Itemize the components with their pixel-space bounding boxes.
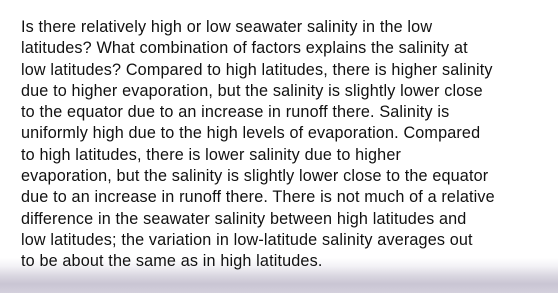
question-and-options-text: Is there relatively high or low seawater salinity in the low latitudes? What combination of factors explains the salinity at low latitudes? Compared to high latitudes, there is higher salinity due to higher evaporation, but the salinity is slightly lower close to the equator due to an increase in runoff there. Salinity is uniformly high due to the high levels of evaporation. Compared to high latitudes, there is lower salinity due to higher evaporation, but the salinity is slightly lower close to the equator due to an increase in runoff there. There is not much of a relative difference in the seawater salinity between high latitudes and low latitudes; the variation in low-latitude salinity averages out to be about the same as in high latitudes. [21, 18, 495, 271]
